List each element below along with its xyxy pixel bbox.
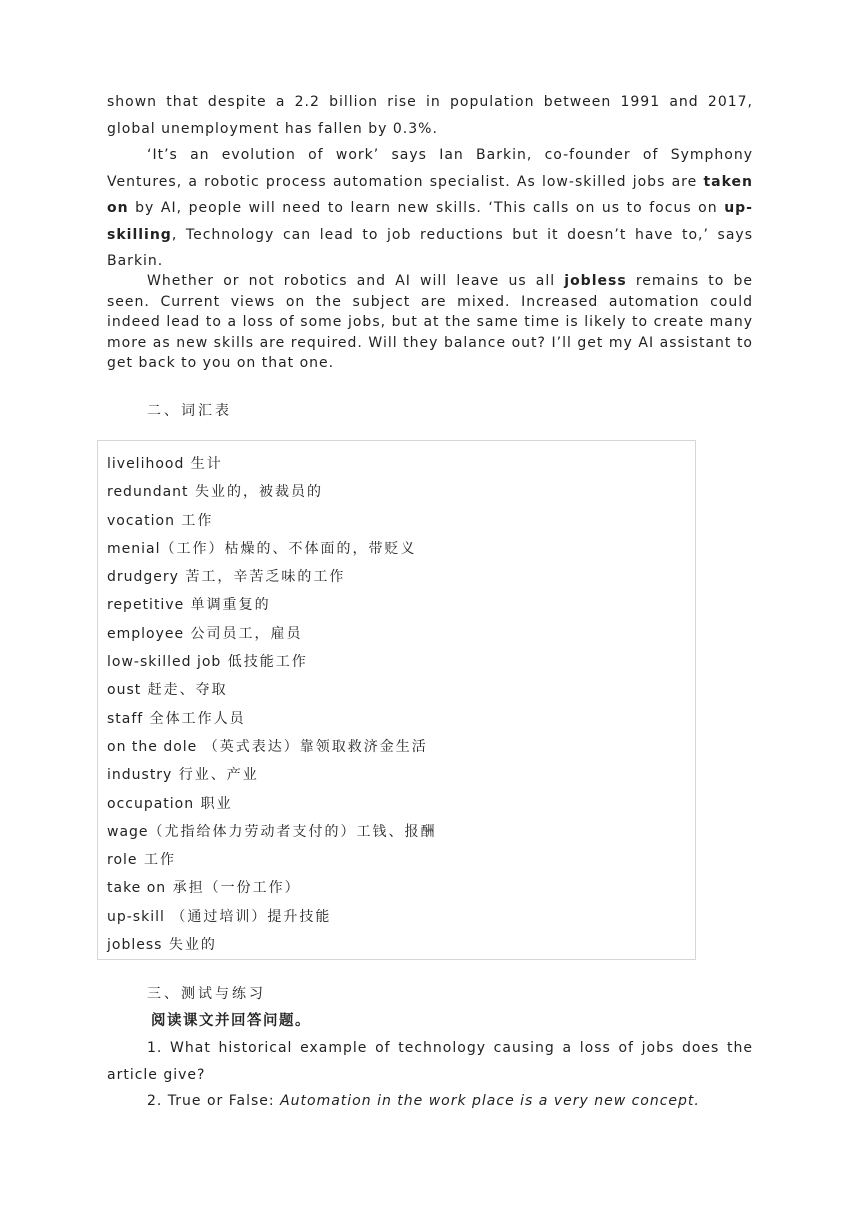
vocabulary-table <box>97 440 696 960</box>
vocabulary-list <box>98 441 695 959</box>
vocab-term: oust <box>107 682 142 699</box>
vocab-term: role <box>107 852 138 869</box>
vocab-definition: 全体工作人员 <box>143 710 246 727</box>
paragraph-2-part-1: ‘It’s an evolution of work’ says Ian Barkin, co-founder of Symphony Ventures, a robotic process automation specialist. As low-skilled jobs are <box>107 147 753 190</box>
keyword-jobless: jobless <box>564 273 627 289</box>
article-paragraph-2 <box>107 142 753 275</box>
section-2-heading: 二、词汇表 <box>147 403 232 419</box>
vocab-definition: 行业、产业 <box>172 767 259 784</box>
vocab-definition: 工作 <box>137 852 176 869</box>
vocab-item <box>107 591 695 619</box>
section-3-subheading: 阅读课文并回答问题。 <box>151 1013 311 1029</box>
vocab-term: livelihood <box>107 456 185 472</box>
vocab-item <box>107 450 695 478</box>
vocab-term: repetitive <box>107 597 185 614</box>
vocab-definition: （通过培训）提升技能 <box>164 908 332 925</box>
vocab-item <box>107 705 695 733</box>
vocab-item <box>107 563 695 591</box>
keyword-taken-on: taken on <box>107 173 753 216</box>
vocab-definition: （英式表达）靠领取救济金生活 <box>197 738 428 755</box>
vocab-term: employee <box>107 625 185 642</box>
paragraph-3-part-2: remains to be seen. Current views on the subject are mixed. Increased automation could indeed lead to a loss of some jobs, but at the same time is likely to create many more as new skills are required. Will they balance out? I’ll get my AI assistant to get back to you on that one. <box>107 273 753 371</box>
vocab-term: drudgery <box>107 569 179 586</box>
vocab-definition: 承担（一份工作） <box>166 880 301 897</box>
paragraph-1-text: shown that despite a 2.2 billion rise in population between 1991 and 2017, global unemployment has fallen by 0.3%. <box>107 94 753 137</box>
vocab-term: jobless <box>107 937 163 954</box>
vocab-term: wage <box>107 823 149 840</box>
vocab-term: staff <box>107 710 144 727</box>
vocab-term: redundant <box>107 484 189 501</box>
vocab-item <box>107 507 695 535</box>
paragraph-2-part-3: , Technology can lead to job reductions but it doesn’t have to,’ says Barkin. <box>107 226 753 269</box>
article-paragraph-1 <box>107 89 753 142</box>
article-paragraph-3 <box>107 271 753 374</box>
vocab-definition: （工作）枯燥的、不体面的，带贬义 <box>160 540 417 557</box>
vocab-definition: 失业的，被裁员的 <box>188 484 323 501</box>
vocab-term: vocation <box>107 512 175 529</box>
vocab-term: take on <box>107 880 167 897</box>
vocab-definition: 低技能工作 <box>221 654 308 671</box>
vocab-definition: （尤指给体力劳动者支付的）工钱、报酬 <box>148 823 437 840</box>
vocab-term: menial <box>107 540 161 557</box>
vocab-definition: 工作 <box>174 512 214 529</box>
vocab-term: low-skilled job <box>107 654 222 671</box>
vocab-item <box>107 874 695 902</box>
vocab-definition: 赶走、夺取 <box>141 682 228 699</box>
vocab-item <box>107 761 695 789</box>
vocab-definition: 公司员工，雇员 <box>184 625 303 642</box>
vocab-item <box>107 535 695 563</box>
vocab-item <box>107 676 695 704</box>
vocab-item <box>107 620 695 648</box>
vocab-definition: 生计 <box>184 456 223 472</box>
vocab-term: on the dole <box>107 738 198 755</box>
question-1: 1. What historical example of technology causing a loss of jobs does the article give? <box>107 1040 753 1083</box>
paragraph-2-part-2: by AI, people will need to learn new skills. ‘This calls on us to focus on <box>128 200 725 216</box>
vocab-term: occupation <box>107 795 195 812</box>
keyword-up-skilling: up-skilling <box>107 200 753 243</box>
vocab-item <box>107 790 695 818</box>
vocab-item <box>107 478 695 506</box>
question-2-prefix: 2. True or False: <box>147 1093 281 1109</box>
vocab-term: industry <box>107 767 173 784</box>
vocab-item <box>107 733 695 761</box>
vocab-definition: 失业的 <box>162 937 217 954</box>
vocab-definition: 苦工，辛苦乏味的工作 <box>178 569 346 586</box>
vocab-definition: 职业 <box>194 795 233 812</box>
vocab-definition: 单调重复的 <box>184 597 271 614</box>
section-3-heading: 三、测试与练习 <box>147 986 266 1002</box>
vocab-item <box>107 931 695 959</box>
question-2-statement: Automation in the work place is a very new concept. <box>280 1093 700 1109</box>
vocab-item <box>107 903 695 931</box>
vocab-item <box>107 846 695 874</box>
question-2 <box>107 1088 753 1115</box>
vocab-item <box>107 648 695 676</box>
paragraph-3-part-1: Whether or not robotics and AI will leave us all <box>147 273 565 289</box>
vocab-item <box>107 818 695 846</box>
vocab-term: up-skill <box>107 908 165 925</box>
